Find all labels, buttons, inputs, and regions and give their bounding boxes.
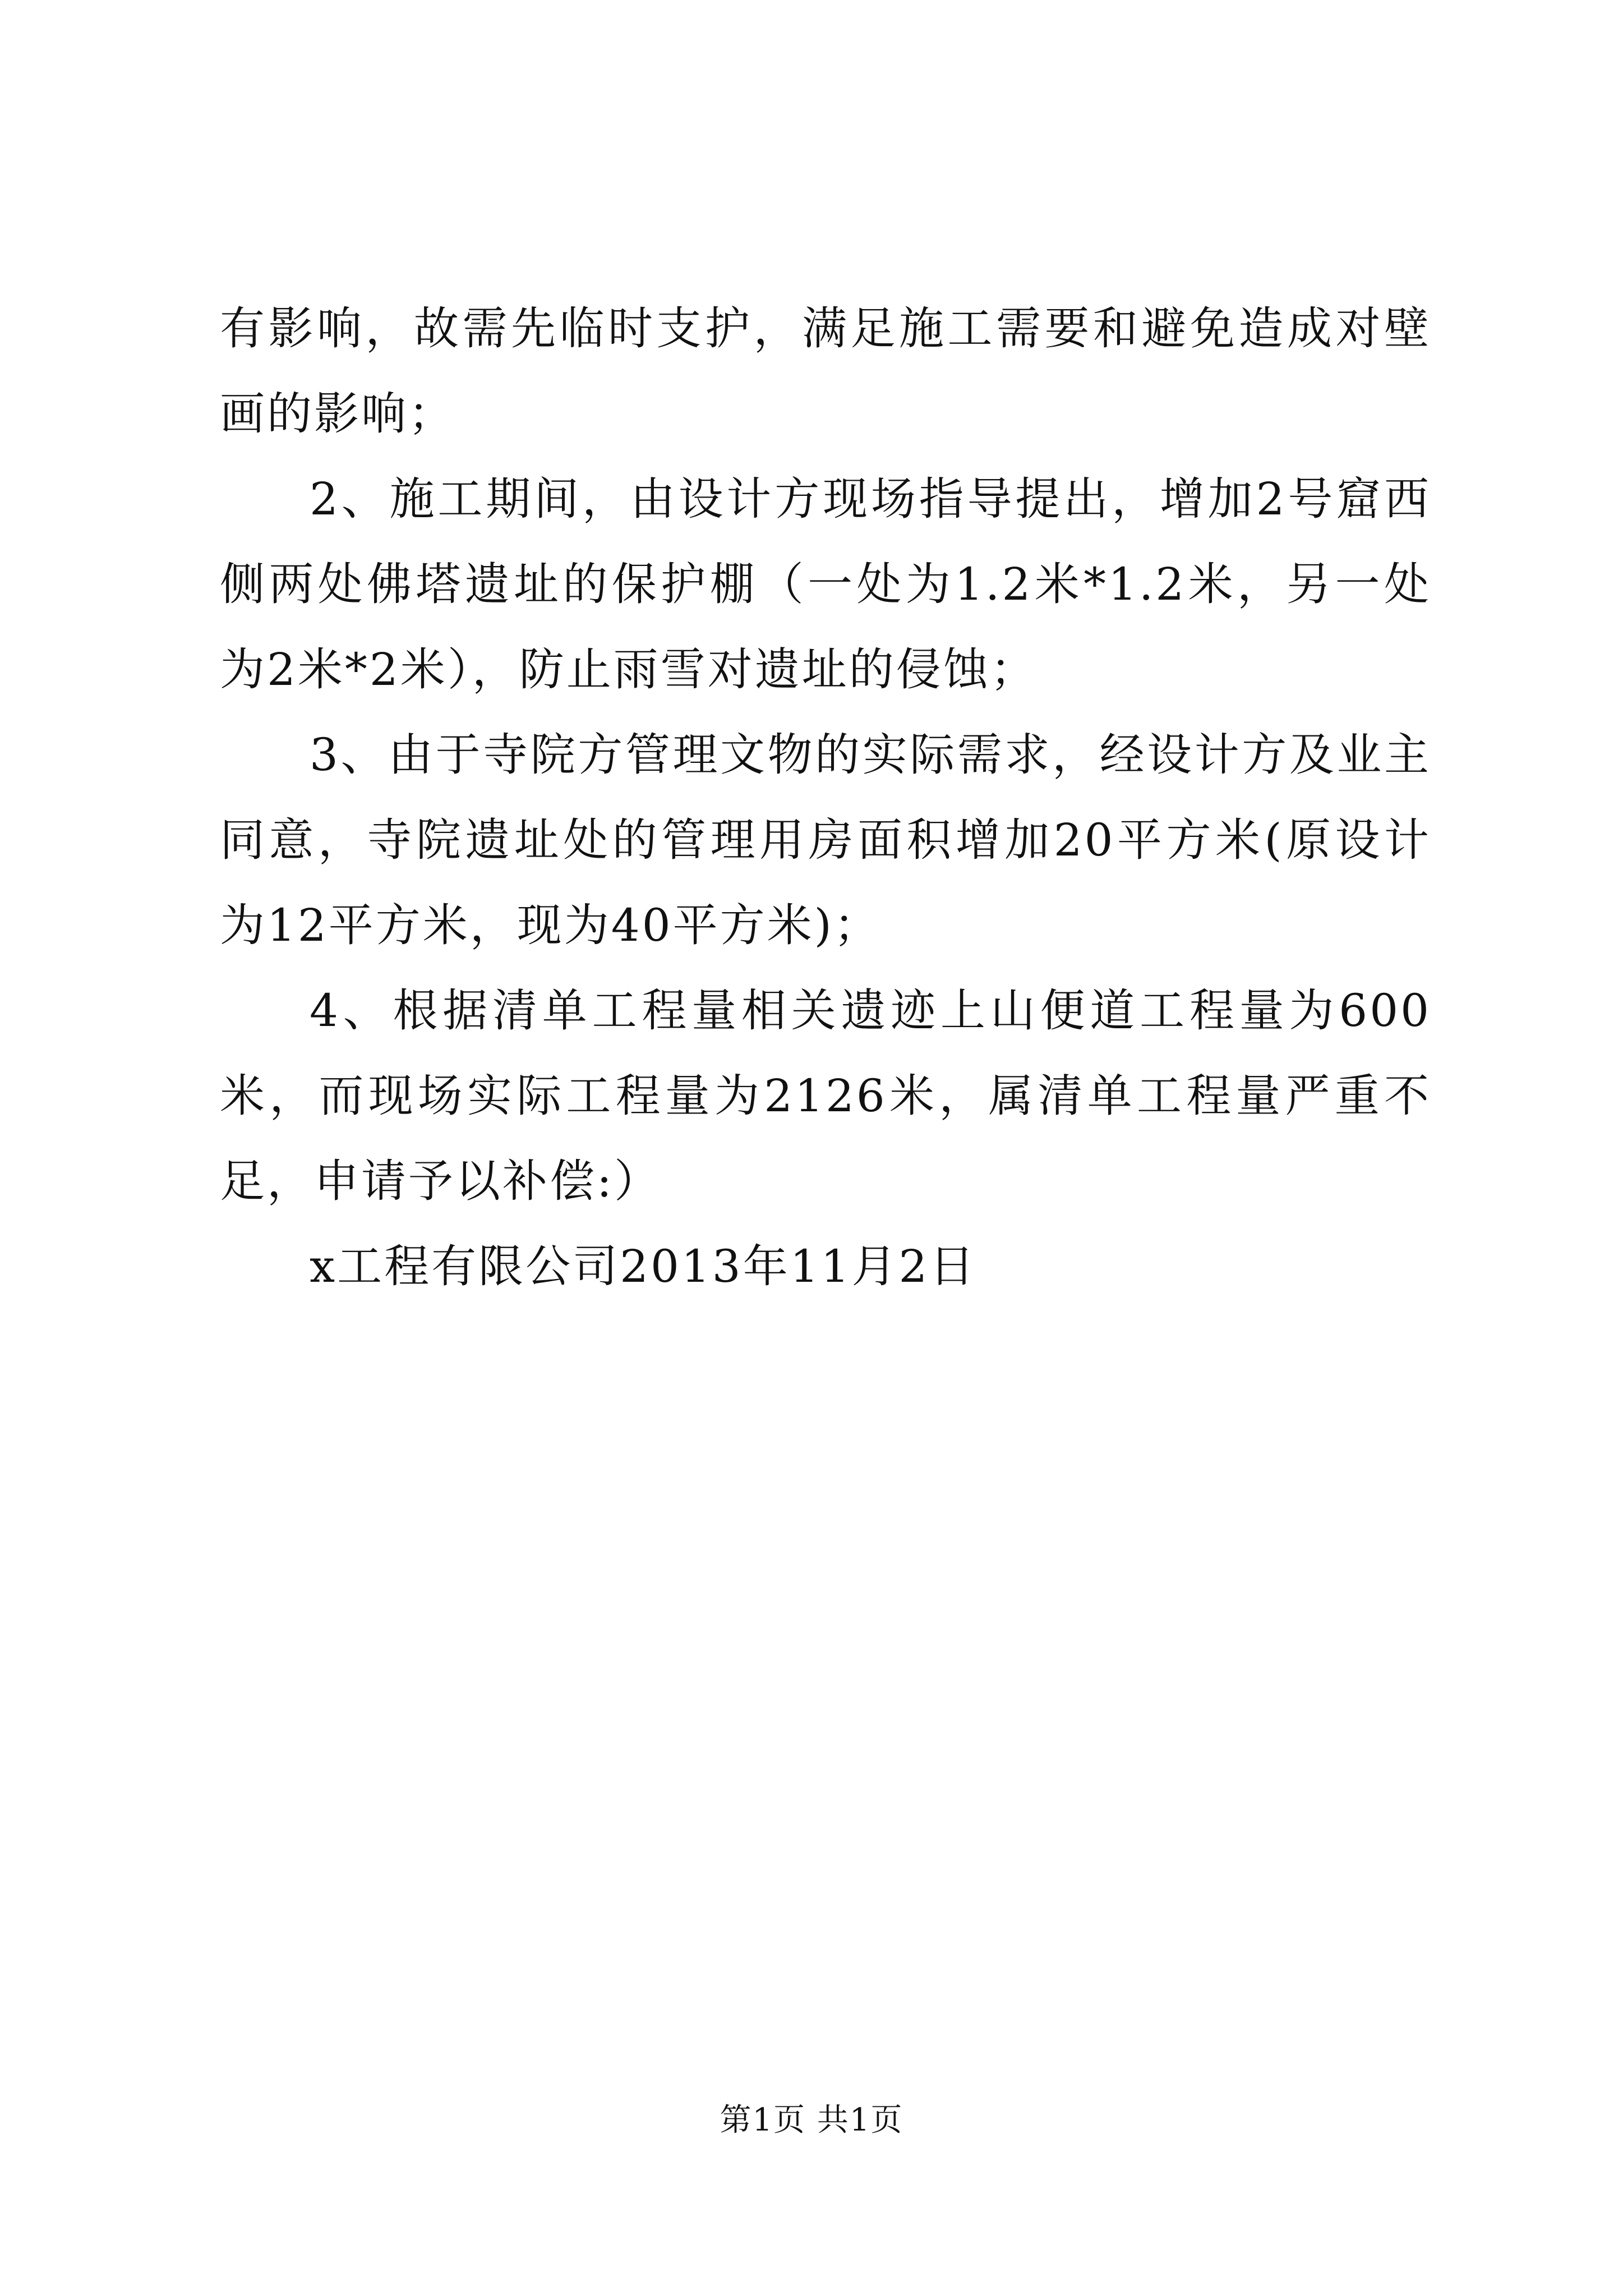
page-footer: 第1页 共1页 bbox=[720, 2102, 903, 2138]
document-body bbox=[220, 286, 1431, 1309]
paragraph-continuation: 有影响，故需先临时支护，满足施工需要和避免造成对壁画的影响； bbox=[220, 302, 1431, 440]
paragraph-item-2: 2、施工期间，由设计方现场指导提出，增加2号窟西侧两处佛塔遗址的保护棚（一处为1.2米*1.2米，另一处为2米*2米），防止雨雪对遗址的侵蚀； bbox=[220, 473, 1431, 696]
paragraph-item-3: 3、由于寺院方管理文物的实际需求，经设计方及业主同意，寺院遗址处的管理用房面积增加20平方米(原设计为12平方米，现为40平方米)； bbox=[220, 729, 1431, 951]
paragraph-item-4: 4、根据清单工程量相关遗迹上山便道工程量为600米，而现场实际工程量为2126米，属清单工程量严重不足，申请予以补偿:） bbox=[220, 984, 1431, 1207]
signature-line: x工程有限公司2013年11月2日 bbox=[310, 1240, 977, 1292]
